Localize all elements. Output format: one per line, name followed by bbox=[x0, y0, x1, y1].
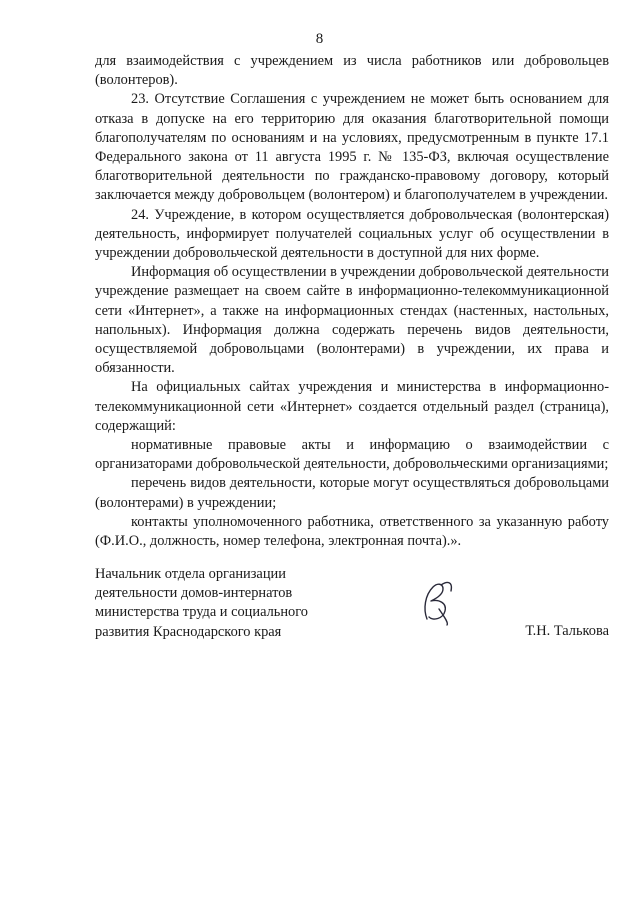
signer-title-line: деятельности домов-интернатов bbox=[95, 585, 293, 602]
handwritten-signature bbox=[417, 579, 457, 627]
signer-title-line: Начальник отдела организации bbox=[95, 566, 286, 582]
signer-title-line: развития Краснодарского края bbox=[95, 623, 282, 640]
signer-title-line: министерства труда и социального bbox=[95, 604, 308, 621]
signer-title bbox=[95, 565, 355, 642]
document-body bbox=[95, 52, 609, 551]
paragraph-23: 23. Отсутствие Соглашения с учреждением не может быть основанием для отказа в допуске на его территорию для оказания благотворительной помощи благополучателям по основаниям и на условиях, предусмотренным в пункте 17.1 Федерального закона от 11 августа 1995 г. № 135-ФЗ, включая осуществление благотворительной деятельности по гражданско-правовому договору, который заключается между добровольцем (волонтером) и благополучателем в учреждении. bbox=[95, 91, 609, 204]
paragraph-information: Информация об осуществлении в учреждении добровольческой деятельности учреждение размещает на своем сайте в информационно-телекоммуникационной сети «Интернет», а также на информационных стендах (настенных, настольных, напольных). Информация должна содержать перечень видов деятельности, осуществляемой добровольцами (волонтерами) в учреждении, их права и обязанности. bbox=[95, 264, 609, 377]
signature-block bbox=[95, 565, 609, 645]
list-item: перечень видов деятельности, которые могут осуществляться добровольцами (волонтерами) в учреждении; bbox=[95, 475, 609, 511]
page-number: 8 bbox=[315, 31, 324, 47]
paragraph-official-sites: На официальных сайтах учреждения и министерства в информационно-телекоммуникационной сети «Интернет» создается отдельный раздел (страница), содержащий: bbox=[95, 379, 609, 434]
signer-name: Т.Н. Талькова bbox=[525, 623, 609, 639]
paragraph-continuation: для взаимодействия с учреждением из числа работников или добровольцев (волонтеров). bbox=[95, 53, 609, 89]
paragraph-24: 24. Учреждение, в котором осуществляется добровольческая (волонтерская) деятельность, информирует получателей социальных услуг об осуществлении в учреждении добровольческой деятельности в доступной для них форме. bbox=[95, 206, 609, 262]
list-item: нормативные правовые акты и информацию о взаимодействии с организаторами добровольческой деятельности, добровольческими организациями; bbox=[95, 437, 609, 473]
list-item: контакты уполномоченного работника, ответственного за указанную работу (Ф.И.О., должность, номер телефона, электронная почта).». bbox=[95, 513, 609, 550]
